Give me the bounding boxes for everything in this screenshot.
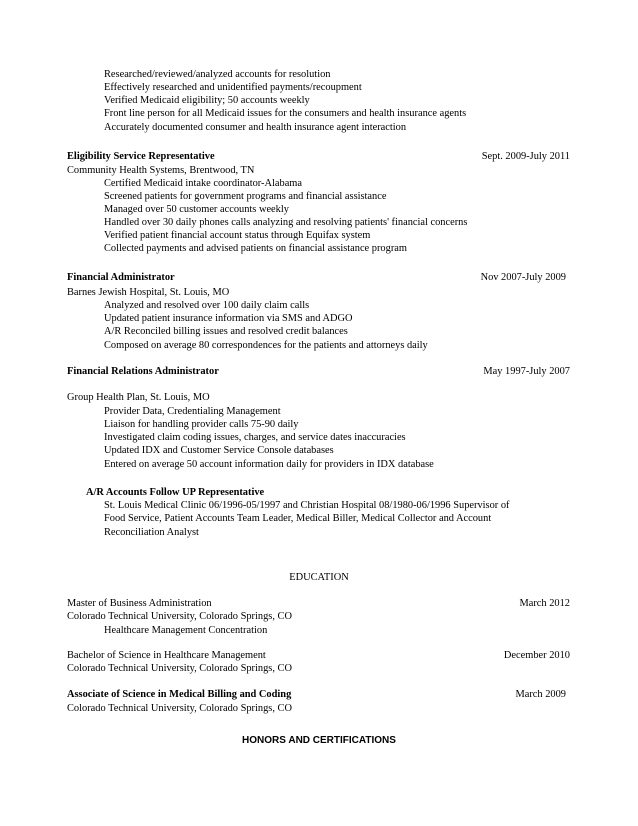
job-duty: Composed on average 80 correspondences for the patients and attorneys daily bbox=[104, 340, 428, 351]
degree: Master of Business Administration bbox=[67, 598, 212, 609]
job-duty: Provider Data, Credentialing Management bbox=[104, 406, 281, 417]
bullet-text: Verified Medicaid eligibility; 50 accounts weekly bbox=[104, 95, 310, 106]
job-duty: Updated IDX and Customer Service Console databases bbox=[104, 445, 334, 456]
degree-date: December 2010 bbox=[503, 650, 570, 661]
job-duty: Updated patient insurance information via SMS and ADGO bbox=[104, 313, 353, 324]
ar-title: A/R Accounts Follow UP Representative bbox=[86, 487, 265, 498]
honors-heading: HONORS AND CERTIFICATIONS bbox=[242, 735, 396, 746]
job-dates: May 1997-July 2007 bbox=[483, 366, 570, 377]
job-title: Financial Administrator bbox=[67, 272, 175, 283]
job-duty: Handled over 30 daily phones calls analyzing and resolving patients' financial concerns bbox=[104, 217, 468, 228]
job-duty: Verified patient financial account status through Equifax system bbox=[104, 230, 371, 241]
degree-date: March 2009 bbox=[515, 689, 566, 700]
job-title: Financial Relations Administrator bbox=[67, 366, 219, 377]
job-duty: Investigated claim coding issues, charges, and service dates inaccuracies bbox=[104, 432, 406, 443]
ar-line: Food Service, Patient Accounts Team Leader, Medical Biller, Medical Collector and Account bbox=[104, 513, 492, 524]
job-duty: Certified Medicaid intake coordinator-Alabama bbox=[104, 178, 303, 189]
bullet-text: Accurately documented consumer and health insurance agent interaction bbox=[104, 122, 407, 133]
ar-line: St. Louis Medical Clinic 06/1996-05/1997 and Christian Hospital 08/1980-06/1996 Supervisor of bbox=[104, 500, 510, 511]
degree-detail: Healthcare Management Concentration bbox=[104, 625, 268, 636]
job-duty: Managed over 50 customer accounts weekly bbox=[104, 204, 289, 215]
job-title: Eligibility Service Representative bbox=[67, 151, 215, 162]
school: Colorado Technical University, Colorado Springs, CO bbox=[67, 663, 292, 674]
bullet-text: Researched/reviewed/analyzed accounts for resolution bbox=[104, 69, 331, 80]
education-heading: EDUCATION bbox=[289, 572, 349, 583]
job-employer: Barnes Jewish Hospital, St. Louis, MO bbox=[67, 287, 230, 298]
job-duty: Entered on average 50 account information daily for providers in IDX database bbox=[104, 459, 434, 470]
job-employer: Group Health Plan, St. Louis, MO bbox=[67, 392, 210, 403]
job-employer: Community Health Systems, Brentwood, TN bbox=[67, 165, 255, 176]
bullet-text: Front line person for all Medicaid issues for the consumers and health insurance agents bbox=[104, 108, 467, 119]
job-dates: Nov 2007-July 2009 bbox=[480, 272, 566, 283]
school: Colorado Technical University, Colorado Springs, CO bbox=[67, 611, 292, 622]
ar-line: Reconciliation Analyst bbox=[104, 527, 199, 538]
school: Colorado Technical University, Colorado Springs, CO bbox=[67, 703, 292, 714]
job-duty: Collected payments and advised patients on financial assistance program bbox=[104, 243, 407, 254]
job-duty: Liaison for handling provider calls 75-90 daily bbox=[104, 419, 299, 430]
bullet-text: Effectively researched and unidentified payments/recoupment bbox=[104, 82, 362, 93]
job-duty: Analyzed and resolved over 100 daily claim calls bbox=[104, 300, 310, 311]
job-duty: Screened patients for government programs and financial assistance bbox=[104, 191, 387, 202]
degree: Associate of Science in Medical Billing and Coding bbox=[67, 689, 292, 700]
job-duty: A/R Reconciled billing issues and resolved credit balances bbox=[104, 326, 348, 337]
degree: Bachelor of Science in Healthcare Management bbox=[67, 650, 266, 661]
degree-date: March 2012 bbox=[519, 598, 570, 609]
job-dates: Sept. 2009-July 2011 bbox=[481, 151, 570, 162]
